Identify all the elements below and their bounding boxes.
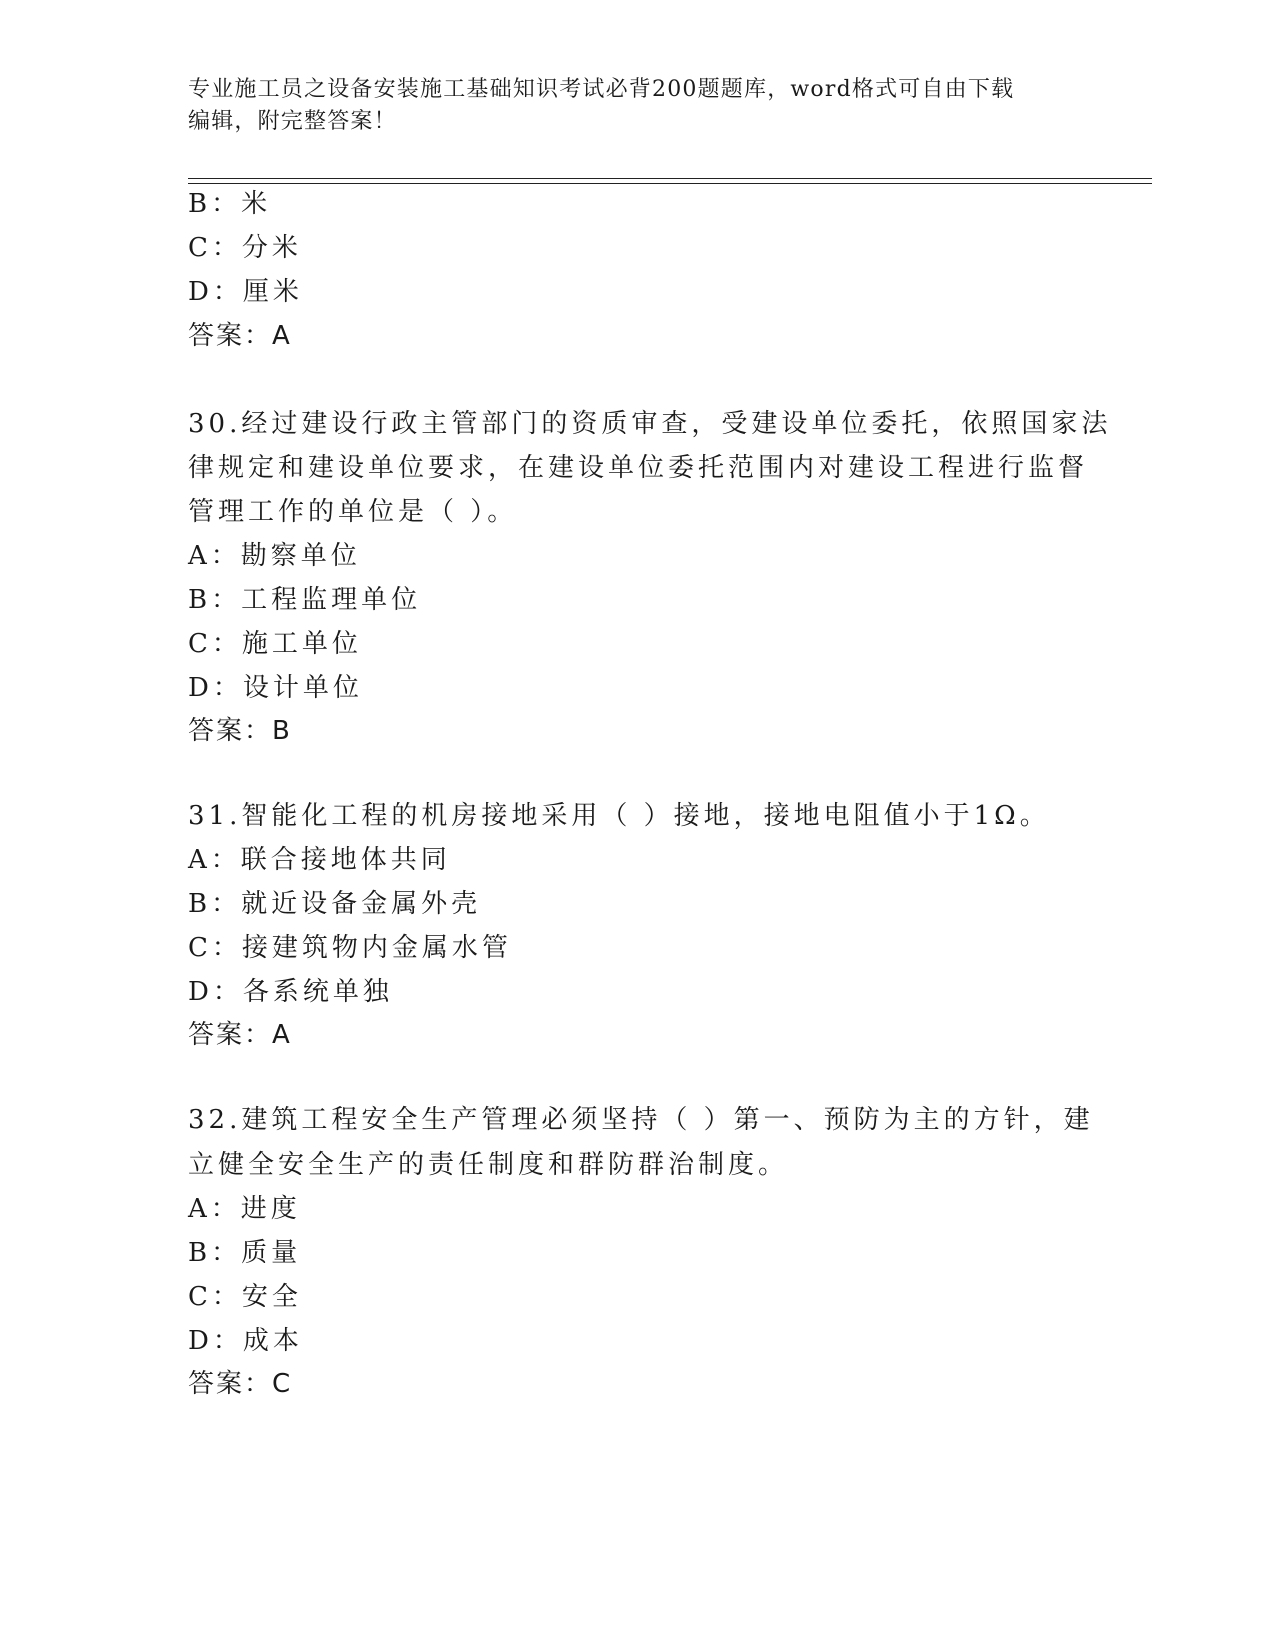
header-divider-bottom [188,183,1152,184]
question-30-option-b: B：工程监理单位 [188,585,422,615]
option-b: B：米 [188,189,272,219]
question-31-stem-line-1: 31.智能化工程的机房接地采用（ ）接地，接地电阻值小于1Ω。 [188,801,1050,831]
question-32-option-c: C：安全 [188,1282,302,1312]
question-32-option-d: D：成本 [188,1326,303,1356]
question-31-answer: 答案：A [188,1020,292,1050]
question-32-option-b: B：质量 [188,1238,302,1268]
header-line-1: 专业施工员之设备安装施工基础知识考试必背200题题库，word格式可自由下载 [188,77,1015,102]
question-30-option-a: A：勘察单位 [188,541,361,571]
question-32-stem-line-2: 立健全安全生产的责任制度和群防群治制度。 [188,1150,789,1180]
question-32-option-a: A：进度 [188,1194,301,1224]
question-31-option-a: A：联合接地体共同 [188,845,451,875]
header-divider-top [188,178,1152,179]
question-30-option-d: D：设计单位 [188,673,363,703]
question-30-answer: 答案：B [188,716,292,746]
question-32-stem-line-1: 32.建筑工程安全生产管理必须坚持（ ）第一、预防为主的方针，建 [188,1105,1094,1135]
question-31-option-b: B：就近设备金属外壳 [188,889,482,919]
option-c: C：分米 [188,233,302,263]
question-31-option-d: D：各系统单独 [188,977,393,1007]
question-30-stem-line-1: 30.经过建设行政主管部门的资质审查，受建设单位委托，依照国家法 [188,409,1112,439]
question-30-stem-line-2: 律规定和建设单位要求，在建设单位委托范围内对建设工程进行监督 [188,453,1089,483]
question-30-stem-line-3: 管理工作的单位是（ ）。 [188,497,518,527]
question-31-option-c: C：接建筑物内金属水管 [188,933,512,963]
question-32-answer: 答案：C [188,1369,293,1399]
question-30-option-c: C：施工单位 [188,629,362,659]
answer-label: 答案：A [188,321,292,351]
option-d: D：厘米 [188,277,303,307]
header-line-2: 编辑，附完整答案！ [188,109,397,134]
document-header [188,74,1068,138]
